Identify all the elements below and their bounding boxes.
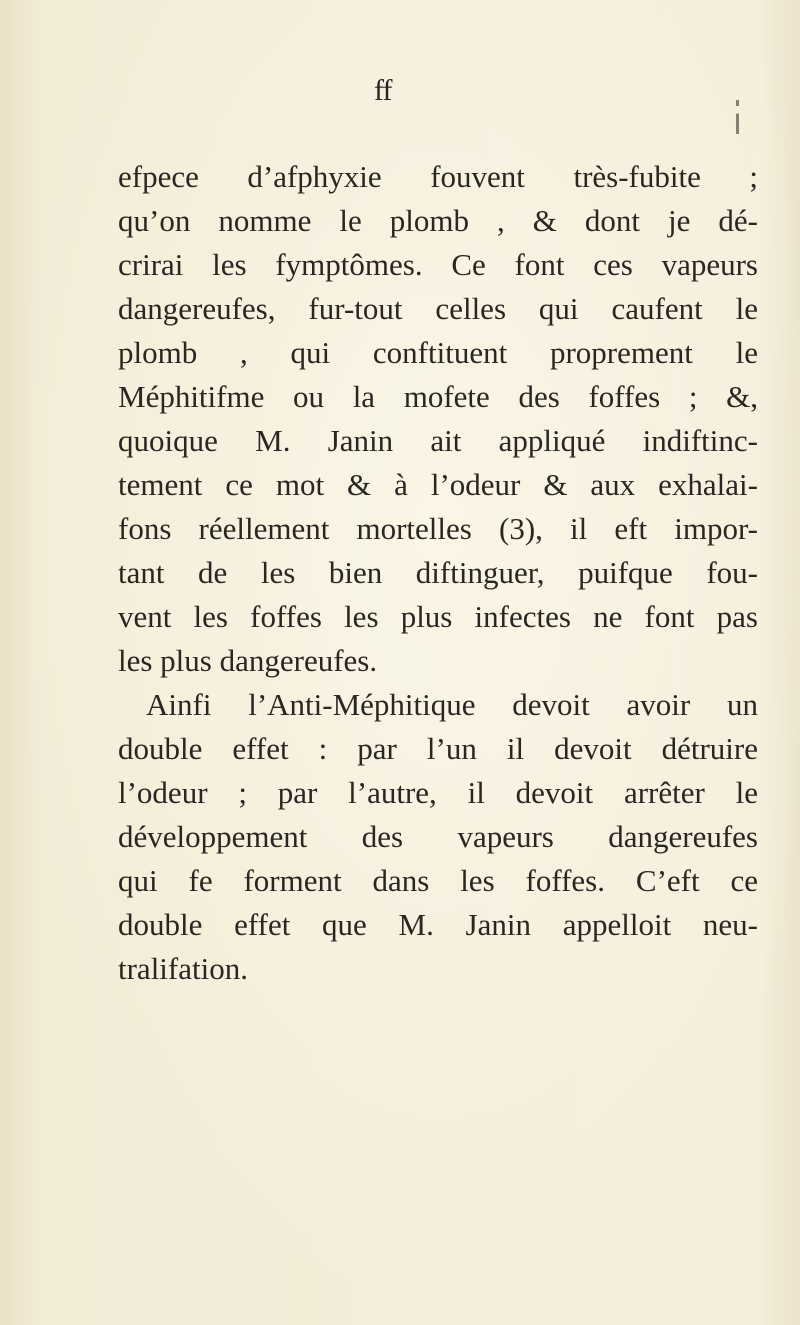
text-line: plomb , qui conftituent proprement le [118,335,758,370]
text-line: les plus dangereufes. [118,643,378,678]
margin-mark [736,100,739,134]
text-line: double effet : par l’un il devoit détruire [118,731,758,766]
text-line: efpece d’afphyxie fouvent très-fubite ; [118,159,758,194]
text-line: crirai les fymptômes. Ce font ces vapeurs [118,247,758,282]
text-line: qu’on nomme le plomb , & dont je dé- [118,203,758,238]
text-line: double effet que M. Janin appelloit neu- [118,907,758,942]
text-line: vent les foffes les plus infectes ne font pas [118,599,758,634]
text-line: tement ce mot & à l’odeur & aux exhalai- [118,467,758,502]
text-line: Ainfi l’Anti-Méphitique devoit avoir un [146,687,758,722]
text-line: l’odeur ; par l’autre, il devoit arrêter le [118,775,758,810]
text-line: Méphitifme ou la mofete des foffes ; &, [118,379,758,414]
text-line: développement des vapeurs dangereufes [118,819,758,854]
text-line: tralifation. [118,951,248,986]
text-line: fons réellement mortelles (3), il eft impor- [118,511,758,546]
page-folio: ff [374,74,392,107]
body-text [118,155,758,991]
text-line: quoique M. Janin ait appliqué indiftinc- [118,423,758,458]
text-line: qui fe forment dans les foffes. C’eft ce [118,863,758,898]
text-line: tant de les bien diftinguer, puifque fou- [118,555,758,590]
text-line: dangereufes, fur-tout celles qui caufent le [118,291,758,326]
